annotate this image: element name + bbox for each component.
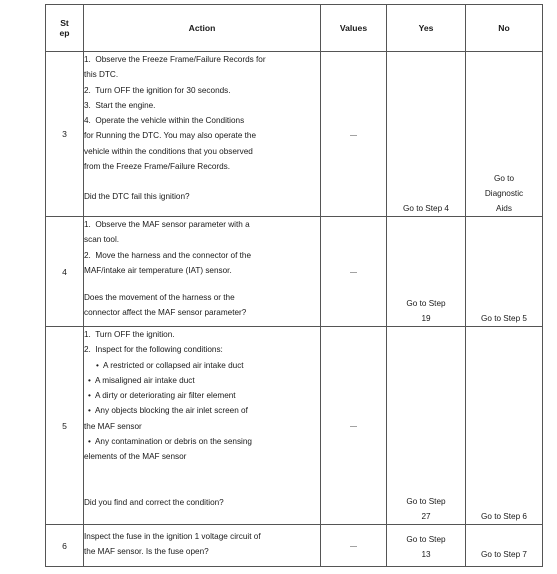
yes-target: Go to Step 4 <box>403 204 449 213</box>
action-line: 2. Move the harness and the connector of the <box>84 250 252 260</box>
action-line: the MAF sensor. Is the fuse open? <box>84 547 209 557</box>
yes-cell <box>387 327 466 525</box>
values-dash: — <box>350 131 357 139</box>
action-cell <box>84 52 321 217</box>
action-line: Inspect the fuse in the ignition 1 voltage circuit of <box>84 532 261 541</box>
action-question: Does the movement of the harness or the <box>84 293 235 303</box>
no-cell <box>466 327 543 525</box>
values-dash: — <box>350 269 357 276</box>
bullet-item-cont: elements of the MAF sensor <box>84 452 187 462</box>
step-number: 3 <box>46 52 84 217</box>
step-number: 6 <box>46 525 84 567</box>
action-line: 2. Turn OFF the ignition for 30 seconds. <box>84 85 231 95</box>
bullet-item: • A misaligned air intake duct <box>88 375 195 385</box>
bullet-item: • A dirty or deteriorating air filter element <box>88 391 236 401</box>
no-target: Go to Step 5 <box>481 314 527 323</box>
action-line: 1. Turn OFF the ignition. <box>84 330 175 339</box>
action-line: 1. Observe the Freeze Frame/Failure Records for <box>84 55 266 64</box>
header-step-line1: St <box>60 18 69 28</box>
no-target-line: Diagnostic <box>484 189 524 198</box>
bullet-item: • Any objects blocking the air inlet screen of <box>88 406 248 416</box>
values-dash: — <box>350 543 357 550</box>
no-target: Go to Step 7 <box>481 550 527 559</box>
yes-target-line: 13 <box>421 550 431 559</box>
values-cell <box>321 525 387 567</box>
action-question: Did the DTC fail this ignition? <box>84 192 190 202</box>
header-row <box>46 5 543 52</box>
yes-cell <box>387 52 466 217</box>
action-line: 4. Operate the vehicle within the Conditions <box>84 116 245 126</box>
action-line: from the Freeze Frame/Failure Records. <box>84 162 231 172</box>
step-number: 5 <box>46 327 84 525</box>
table-row <box>46 52 543 217</box>
no-cell <box>466 217 543 327</box>
header-yes: Yes <box>387 5 466 52</box>
yes-target-line: Go to Step <box>406 299 446 308</box>
diagnostic-table <box>45 4 543 567</box>
values-cell <box>321 327 387 525</box>
action-cell <box>84 217 321 327</box>
action-line: 3. Start the engine. <box>84 100 156 110</box>
no-cell <box>466 525 543 567</box>
action-line: MAF/intake air temperature (IAT) sensor. <box>84 265 232 275</box>
no-cell <box>466 52 543 217</box>
bullet-item: • A restricted or collapsed air intake duct <box>96 360 244 370</box>
yes-target-line: 27 <box>421 512 431 521</box>
no-target-line: Aids <box>496 204 512 213</box>
yes-target-line: 19 <box>421 314 431 323</box>
table-row <box>46 217 543 327</box>
action-line: for Running the DTC. You may also operate the <box>84 131 257 141</box>
yes-target-line: Go to Step <box>406 497 446 506</box>
values-dash: — <box>350 423 357 430</box>
action-line: scan tool. <box>84 235 120 245</box>
header-step <box>46 5 84 52</box>
step-number: 4 <box>46 217 84 327</box>
action-question: Did you find and correct the condition? <box>84 497 224 507</box>
values-cell <box>321 217 387 327</box>
bullet-item: • Any contamination or debris on the sensing <box>88 437 252 447</box>
no-target-line: Go to <box>493 174 515 183</box>
header-action: Action <box>84 5 321 52</box>
table-row <box>46 327 543 525</box>
action-cell <box>84 525 321 567</box>
header-step-line2: ep <box>59 28 70 38</box>
action-cell <box>84 327 321 525</box>
header-values: Values <box>321 5 387 52</box>
yes-cell <box>387 217 466 327</box>
action-line: 2. Inspect for the following conditions: <box>84 345 223 355</box>
header-no: No <box>466 5 543 52</box>
action-line: this DTC. <box>84 70 119 80</box>
action-question: connector affect the MAF sensor parameter? <box>84 308 247 318</box>
no-target: Go to Step 6 <box>481 512 527 521</box>
action-line: 1. Observe the MAF sensor parameter with a <box>84 220 250 229</box>
action-line: vehicle within the conditions that you observed <box>84 146 253 156</box>
yes-target-line: Go to Step <box>406 535 446 544</box>
bullet-item-cont: the MAF sensor <box>84 421 142 431</box>
table-row <box>46 525 543 567</box>
yes-cell <box>387 525 466 567</box>
values-cell <box>321 52 387 217</box>
